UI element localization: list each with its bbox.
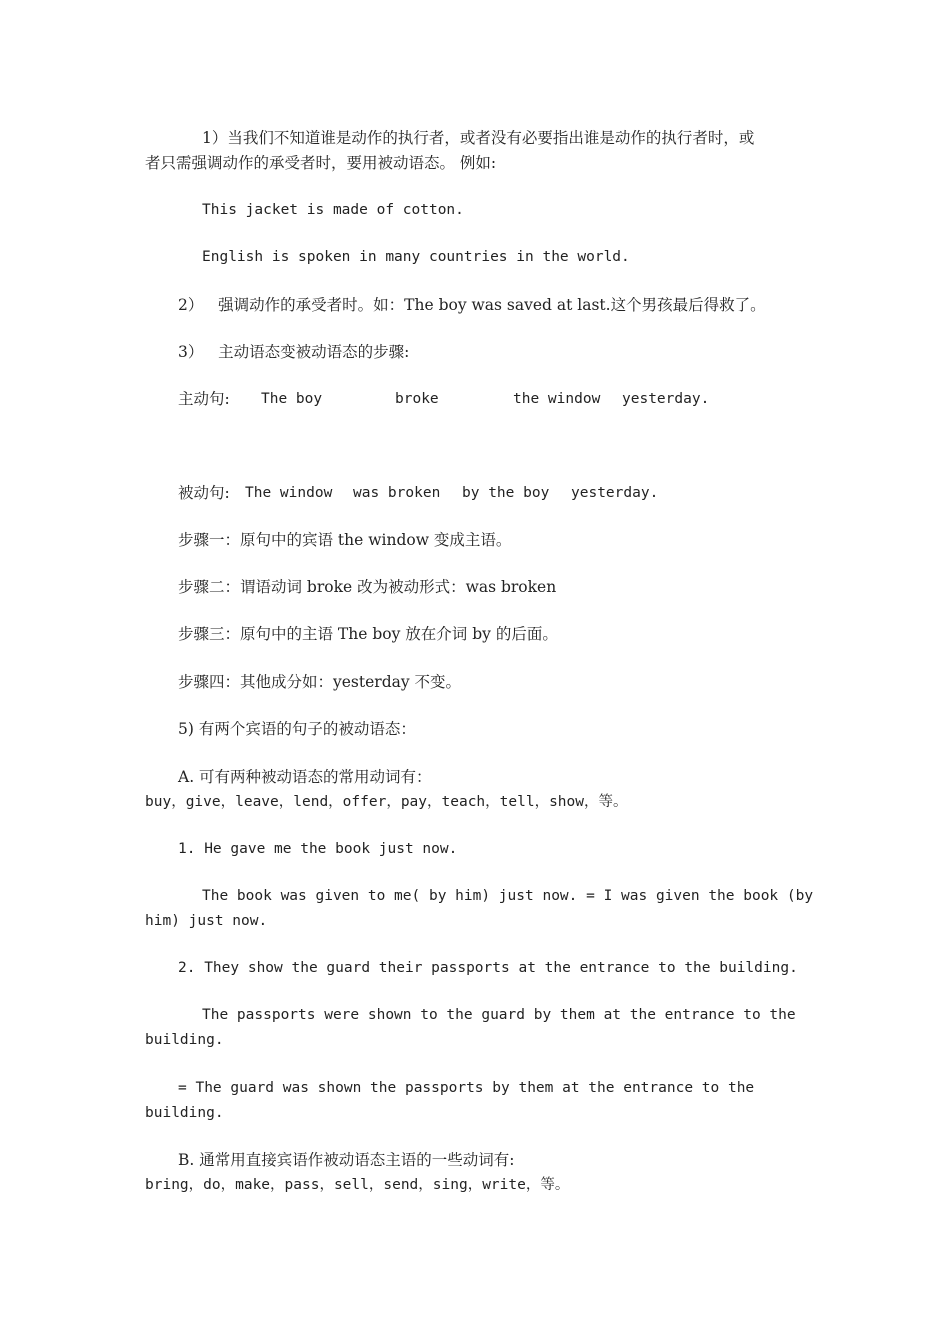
example-2-passive-b-line-1: = The guard was shown the passports by them at the entrance to the <box>178 1080 755 1096</box>
step-3: 步骤三：原句中的主语 The boy 放在介词 by 的后面。 <box>178 625 558 643</box>
example-1-passive-line-2: him) just now. <box>145 913 268 929</box>
passive-label: 被动句: <box>178 484 230 502</box>
active-verb: broke <box>395 391 439 407</box>
passive-subject: The window <box>245 485 333 501</box>
point-2: 2） 强调动作的承受者时。如：The boy was saved at last.这个男孩最后得救了。 <box>178 296 766 314</box>
example-2: 2. They show the guard their passports at the entrance to the building. <box>178 960 798 976</box>
example-2-passive-a-line-2: building. <box>145 1032 224 1048</box>
section-b-verbs: bring，do，make，pass，sell，send，sing，write，等。 <box>145 1177 570 1193</box>
passive-verb: was broken <box>353 485 441 501</box>
paragraph-1-line-1: 1）当我们不知道谁是动作的执行者，或者没有必要指出谁是动作的执行者时，或 <box>202 129 755 147</box>
section-a-title: A. 可有两种被动语态的常用动词有： <box>178 768 432 786</box>
example-1-passive-line-1: The book was given to me( by him) just now. = I was given the book (by <box>202 888 814 904</box>
section-a-verbs: buy，give，leave，lend，offer，pay，teach，tell，show，等。 <box>145 794 628 810</box>
passive-agent: by the boy <box>462 485 550 501</box>
active-label: 主动句: <box>178 390 230 408</box>
example-1: 1. He gave me the book just now. <box>178 841 458 857</box>
point-5: 5) 有两个宾语的句子的被动语态： <box>178 720 416 738</box>
active-object: the window <box>513 391 601 407</box>
example-2-passive-a-line-1: The passports were shown to the guard by them at the entrance to the <box>202 1007 796 1023</box>
example-2-passive-b-line-2: building. <box>145 1105 224 1121</box>
active-subject: The boy <box>261 391 323 407</box>
step-2: 步骤二：谓语动词 broke 改为被动形式：was broken <box>178 578 557 596</box>
example-sentence-1: This jacket is made of cotton. <box>202 202 464 218</box>
paragraph-1-line-2: 者只需强调动作的承受者时，要用被动语态。 例如: <box>145 154 497 172</box>
active-time: yesterday. <box>622 391 710 407</box>
passive-time: yesterday. <box>571 485 659 501</box>
step-4: 步骤四：其他成分如：yesterday 不变。 <box>178 673 462 691</box>
step-1: 步骤一：原句中的宾语 the window 变成主语。 <box>178 531 512 549</box>
example-sentence-2: English is spoken in many countries in the world. <box>202 249 630 265</box>
point-3: 3） 主动语态变被动语态的步骤: <box>178 343 410 361</box>
section-b-title: B. 通常用直接宾语作被动语态主语的一些动词有: <box>178 1151 515 1169</box>
